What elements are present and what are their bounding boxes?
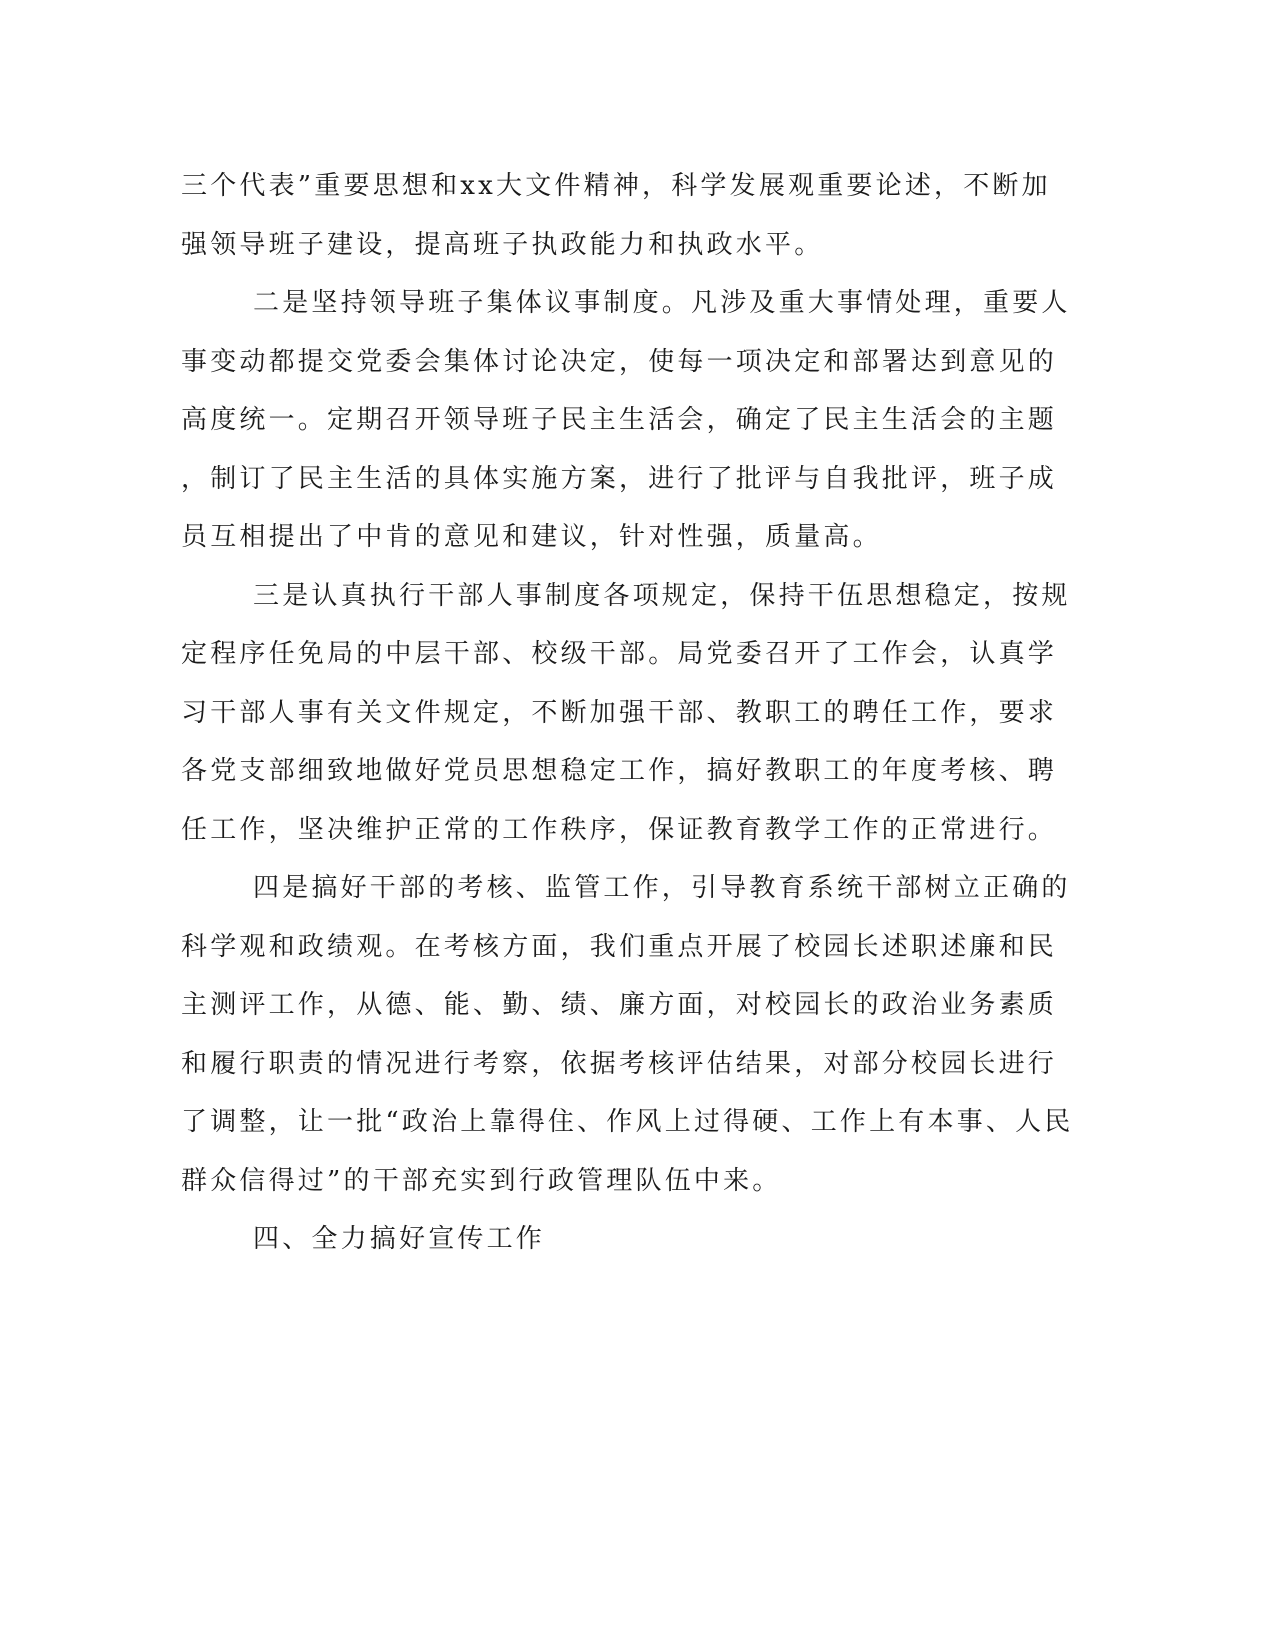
paragraph-start-line: 二是坚持领导班子集体议事制度。凡涉及重大事情处理，重要人 (253, 288, 1071, 318)
paragraph-start-line: 三是认真执行干部人事制度各项规定，保持干伍思想稳定，按规 (253, 580, 1071, 611)
text-line: 定程序任免局的中层干部、校级干部。局党委召开了工作会，认真学 (181, 639, 1058, 669)
paragraph-start-line: 四是搞好干部的考核、监管工作，引导教育系统干部树立正确的 (253, 873, 1071, 903)
text-line: 各党支部细致地做好党员思想稳定工作，搞好教职工的年度考核、聘 (181, 756, 1058, 786)
text-line: 任工作，坚决维护正常的工作秩序，保证教育教学工作的正常进行。 (181, 814, 1058, 845)
text-line: 主测评工作，从德、能、勤、绩、廉方面，对校园长的政治业务素质 (181, 990, 1058, 1020)
text-line: 科学观和政绩观。在考核方面，我们重点开展了校园长述职述廉和民 (181, 931, 1058, 962)
text-line: 了调整，让一批“政治上靠得住、作风上过得硬、工作上有本事、人民 (181, 1107, 1074, 1137)
text-line: 员互相提出了中肯的意见和建议，针对性强，质量高。 (181, 522, 882, 552)
text-line: 事变动都提交党委会集体讨论决定，使每一项决定和部署达到意见的 (181, 346, 1058, 377)
text-line: 习干部人事有关文件规定，不断加强干部、教职工的聘任工作，要求 (181, 697, 1058, 728)
text-line: 高度统一。定期召开领导班子民主生活会，确定了民主生活会的主题 (181, 405, 1058, 435)
document-body (181, 157, 1074, 1269)
text-line: 三个代表”重要思想和xx大文件精神，科学发展观重要论述，不断加 (181, 171, 1051, 201)
text-line: 强领导班子建设，提高班子执政能力和执政水平。 (181, 229, 824, 260)
text-line: 群众信得过”的干部充实到行政管理队伍中来。 (181, 1165, 782, 1196)
text-line: 和履行职责的情况进行考察，依据考核评估结果，对部分校园长进行 (181, 1048, 1058, 1079)
section-heading: 四、全力搞好宣传工作 (253, 1224, 546, 1254)
text-line: ，制订了民主生活的具体实施方案，进行了批评与自我批评，班子成 (181, 463, 1058, 494)
